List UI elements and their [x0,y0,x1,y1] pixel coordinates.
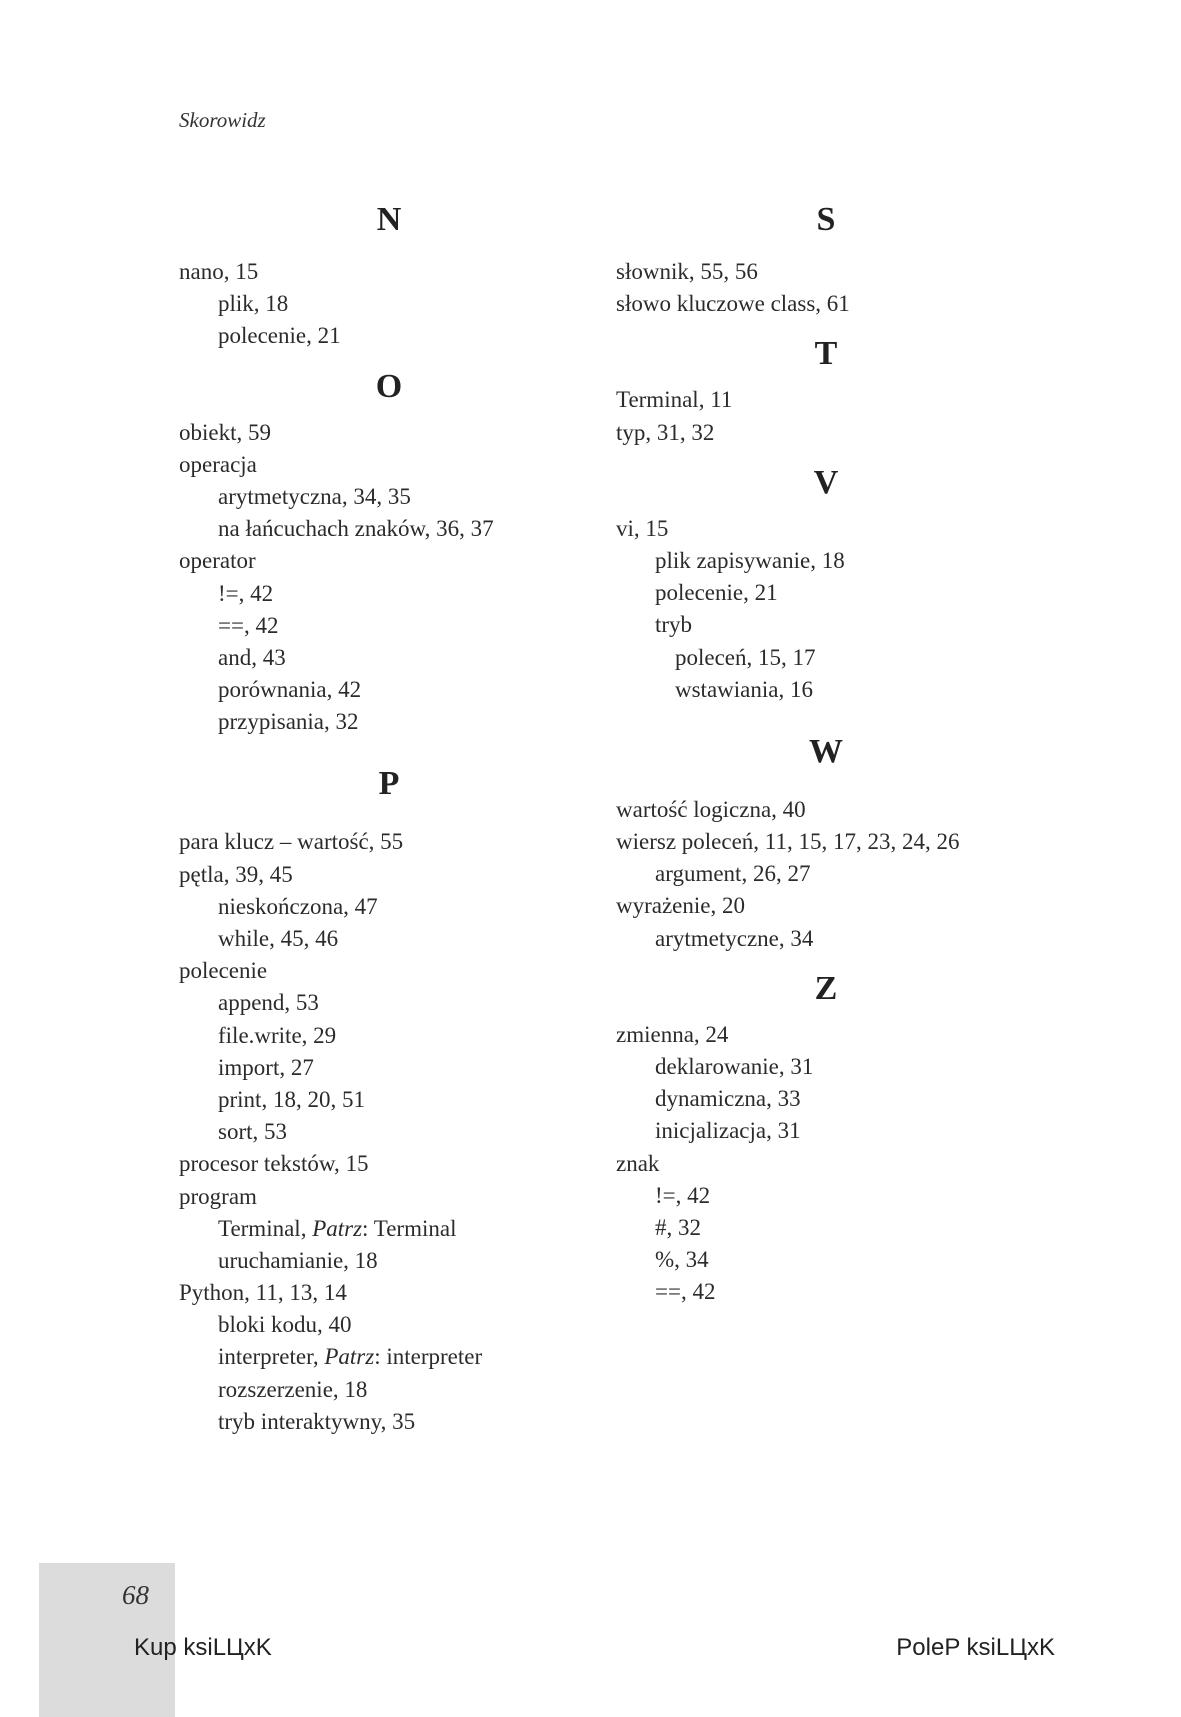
index-entry: vi, 15 [616,515,669,541]
index-subentry: inicjalizacja, 31 [655,1118,801,1144]
index-entry: operacja [179,451,257,477]
index-entry: operator [179,548,256,574]
index-subentry: ==, 42 [655,1279,716,1305]
index-subentry: na łańcuchach znaków, 36, 37 [218,516,494,542]
index-subentry: !=, 42 [218,580,274,606]
index-letter-heading: O [375,367,403,405]
index-entry: para klucz – wartość, 55 [179,829,404,855]
index-subentry: arytmetyczna, 34, 35 [218,483,411,509]
index-subentry: plik zapisywanie, 18 [655,547,845,573]
index-subentry: %, 34 [655,1247,709,1273]
index-entry: znak [616,1150,660,1176]
index-letter-heading: S [816,201,836,238]
index-subentry [179,1213,599,1245]
index-subentry: poleceń, 15, 17 [675,644,816,670]
index-entry: obiekt, 59 [179,419,271,445]
index-subentry: argument, 26, 27 [655,861,811,887]
index-letter-heading: Z [814,969,838,1007]
index-letter-heading: W [809,732,843,770]
index-letter-heading: T [814,335,838,373]
index-column-right [616,196,1036,1309]
footer-recommend-link[interactable]: PoleP ksiLЦxK [896,1634,1055,1661]
index-subentry: and, 43 [218,644,286,670]
footer-buy-link[interactable]: Kup ksiLЦxK [134,1634,272,1661]
index-entry: nano, 15 [179,259,259,284]
index-subentry: deklarowanie, 31 [655,1054,814,1079]
index-subentry: sort, 53 [218,1119,287,1145]
index-subentry: porównania, 42 [218,677,362,703]
index-subentry: rozszerzenie, 18 [218,1376,368,1402]
index-column-left [179,196,599,1438]
index-entry: wyrażenie, 20 [616,893,745,919]
index-entry: procesor tekstów, 15 [179,1151,369,1177]
index-subentry: while, 45, 46 [218,926,339,951]
index-entry: pętla, 39, 45 [179,861,293,887]
index-subentry: ==, 42 [218,612,279,638]
index-subentry: wstawiania, 16 [675,676,813,702]
index-entry-text: : interpreter [374,1344,483,1370]
index-subentry: bloki kodu, 40 [218,1312,352,1338]
index-subentry: plik, 18 [218,291,289,317]
index-entry: zmienna, 24 [616,1021,729,1047]
page-number: 68 [122,1580,149,1610]
index-see-reference: Patrz [312,1215,363,1241]
index-letter-heading: P [378,765,400,803]
index-subentry: print, 18, 20, 51 [218,1086,365,1112]
index-entry: słownik, 55, 56 [616,259,758,284]
index-subentry: tryb interaktywny, 35 [218,1408,416,1434]
index-subentry: #, 32 [655,1214,701,1240]
index-letter-heading: N [376,201,402,238]
index-subentry: polecenie, 21 [218,323,341,349]
index-entry: słowo kluczowe class, 61 [616,291,850,317]
index-entry-text: Terminal, [218,1215,313,1241]
index-subentry: przypisania, 32 [218,709,359,735]
index-entry: wartość logiczna, 40 [616,796,806,822]
index-entry: wiersz poleceń, 11, 15, 17, 23, 24, 26 [616,829,960,855]
index-subentry: nieskończona, 47 [218,893,378,919]
index-see-reference: Patrz [324,1344,375,1370]
index-subentry: uruchamianie, 18 [218,1247,378,1273]
index-entry: program [179,1183,257,1209]
index-subentry: arytmetyczne, 34 [655,925,814,951]
index-subentry: file.write, 29 [218,1022,337,1048]
index-subentry: append, 53 [218,990,319,1016]
index-subentry: !=, 42 [655,1182,711,1208]
index-entry-text: interpreter, [218,1344,325,1370]
index-entry: Terminal, 11 [616,387,733,413]
index-subentry: polecenie, 21 [655,580,778,606]
running-head: Skorowidz [179,108,266,132]
index-letter-heading: V [813,463,839,501]
index-subentry: dynamiczna, 33 [655,1086,801,1112]
index-subentry: import, 27 [218,1054,314,1080]
index-subentry: tryb [655,612,693,638]
index-entry: typ, 31, 32 [616,419,715,445]
index-subentry [179,1341,599,1373]
index-entry-text: : Terminal [362,1215,457,1241]
index-entry: polecenie [179,958,268,984]
index-entry: Python, 11, 13, 14 [179,1280,347,1306]
